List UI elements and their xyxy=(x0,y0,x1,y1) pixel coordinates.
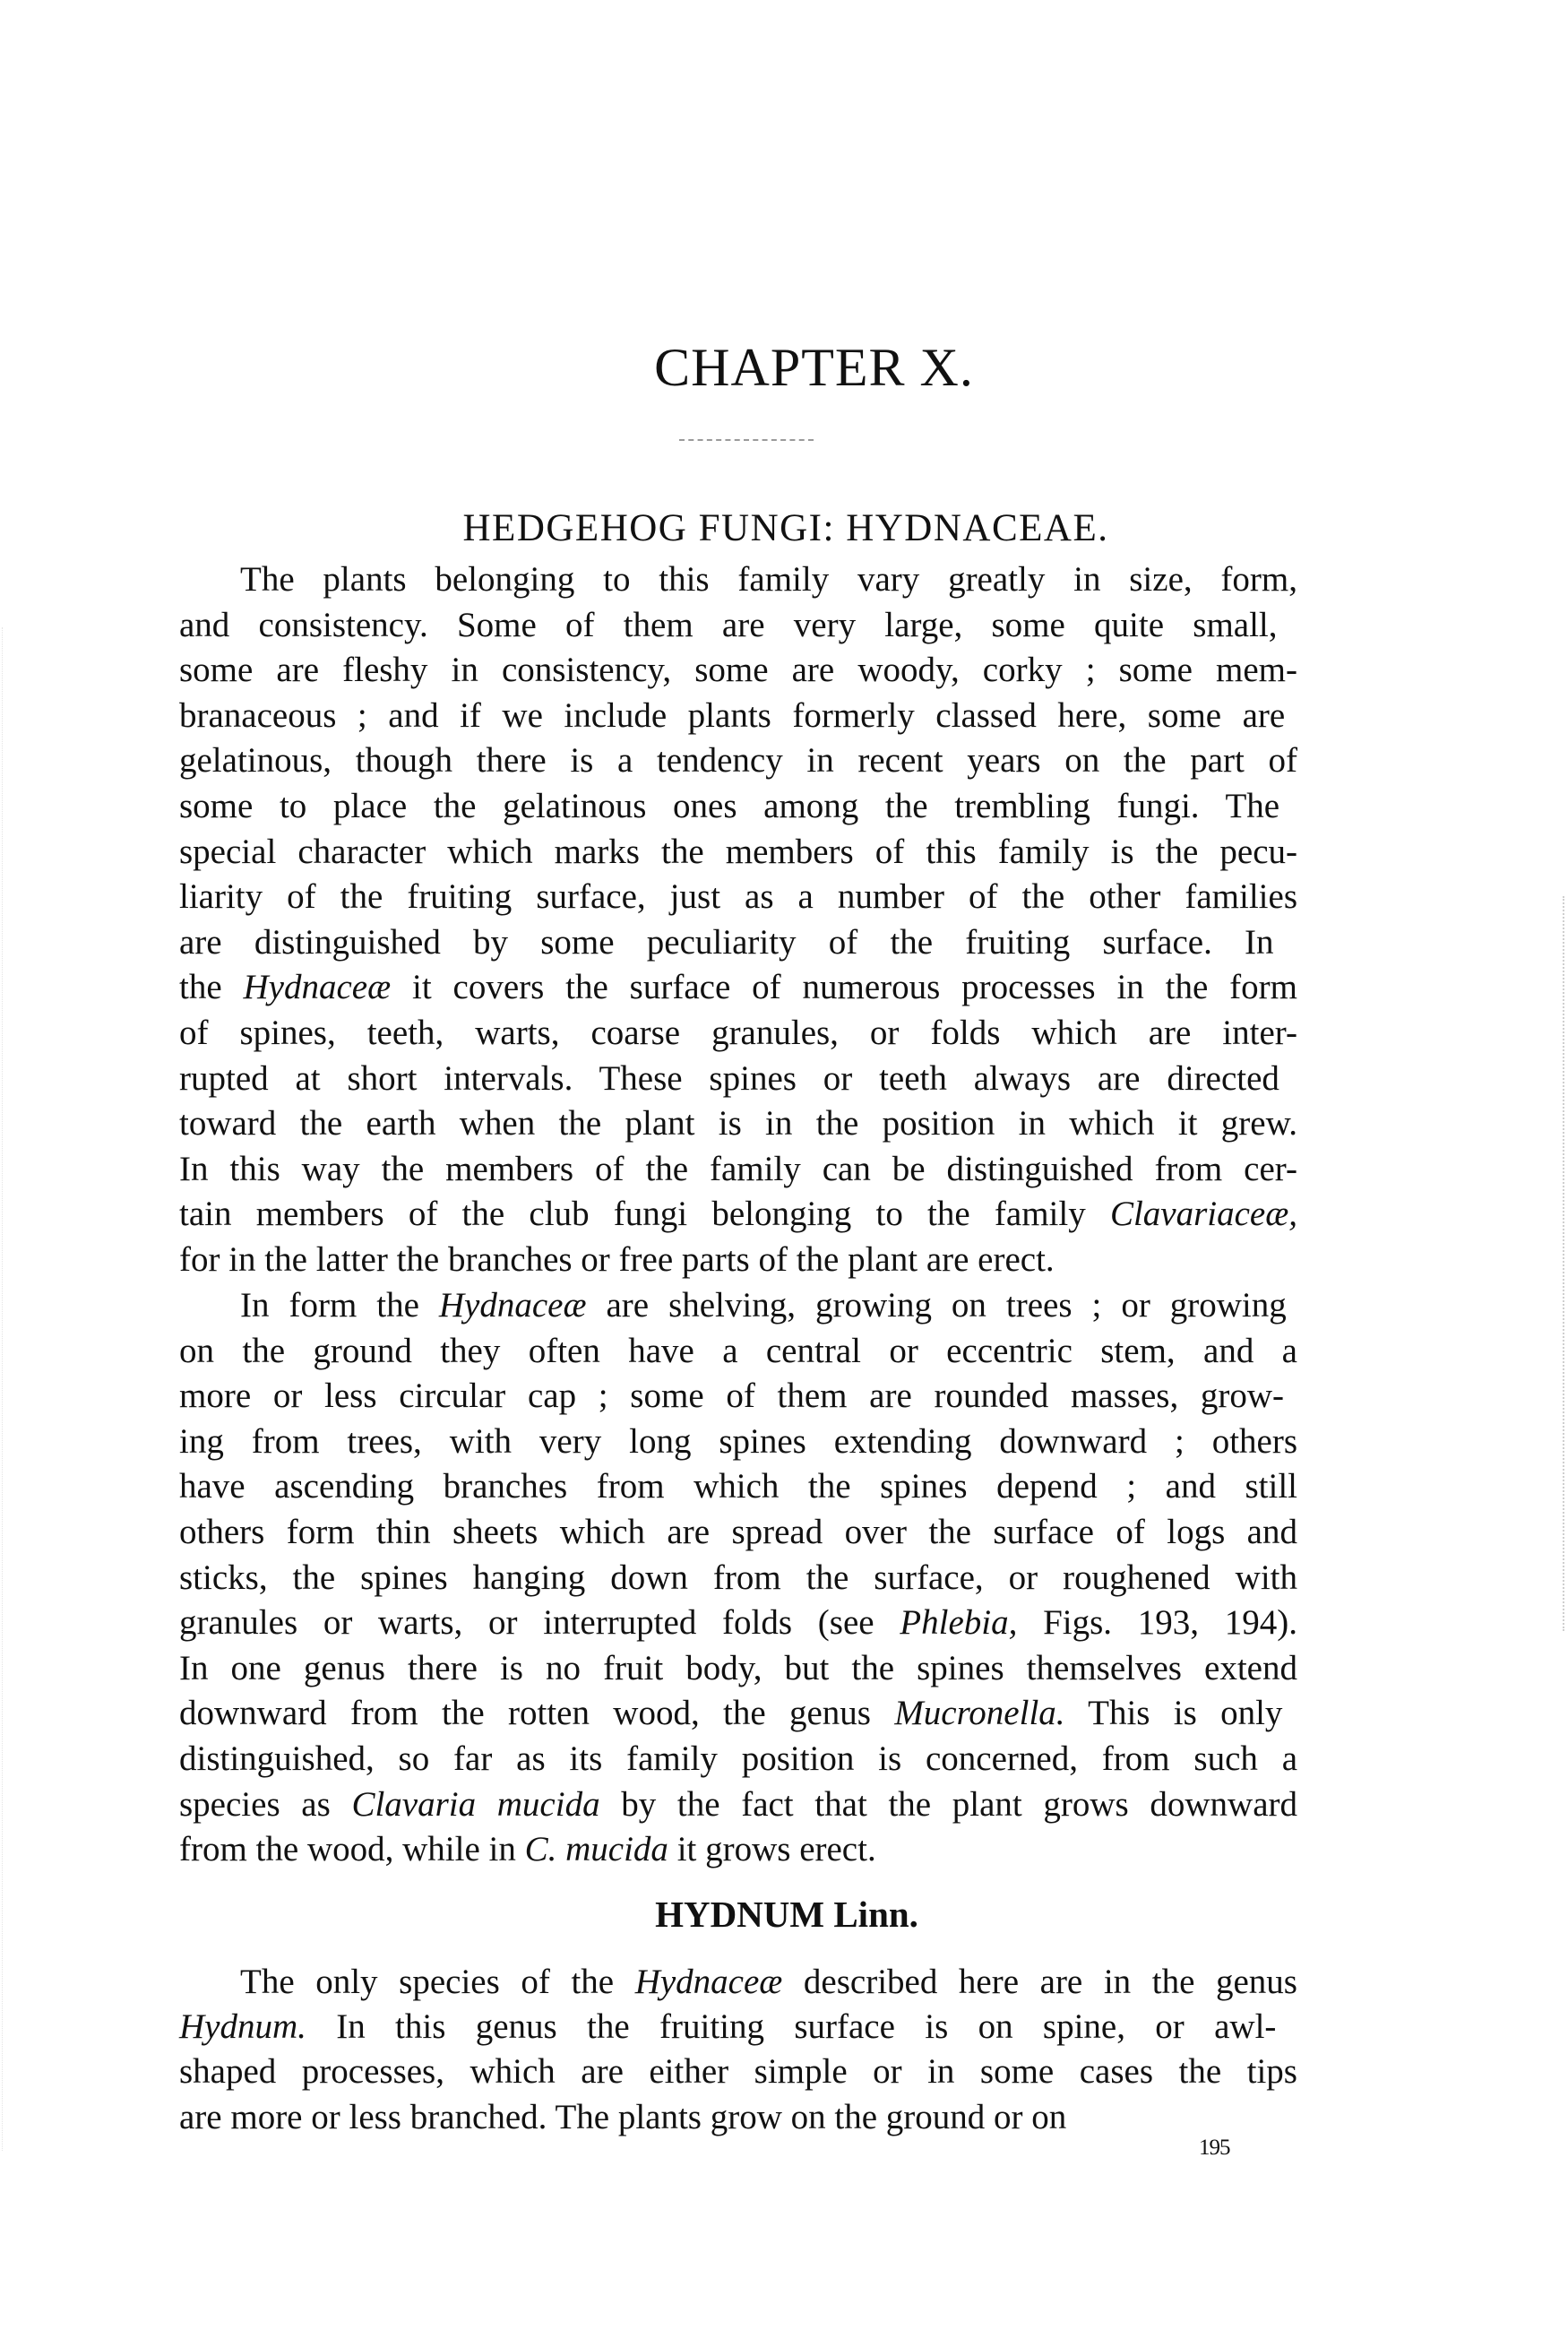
page-number: 195 xyxy=(1199,2136,1230,2160)
italic-term: Clavaria mucida xyxy=(351,1785,600,1824)
text-line xyxy=(179,1691,1297,1736)
text-line xyxy=(179,1782,1297,1827)
text-line xyxy=(179,1057,1297,1101)
text-line xyxy=(179,2005,1297,2050)
text-run: In one genus there is no fruit body, but the spines themselves extend xyxy=(179,1649,1297,1687)
text-run: gelatinous, though there is a tendency in recent years on the part of xyxy=(179,741,1297,780)
text-run: on the ground they often have a central or eccentric stem, and a xyxy=(179,1332,1297,1370)
text-line xyxy=(179,830,1297,875)
text-line xyxy=(179,1464,1297,1509)
text-run: have ascending branches from which the spines depend ; and still xyxy=(179,1467,1297,1506)
text-line xyxy=(179,648,1297,693)
text-run: described here are in the genus xyxy=(782,1963,1297,2001)
text-line xyxy=(179,1238,1297,1282)
italic-term: Mucronella. xyxy=(894,1694,1065,1732)
text-run: it covers the surface of numerous processes in the form xyxy=(391,968,1297,1006)
scan-artifact-right xyxy=(1563,896,1564,1631)
text-run: some to place the gelatinous ones among the trembling fungi. The xyxy=(179,787,1280,825)
text-line xyxy=(179,2095,1297,2140)
text-run: special character which marks the members of this family is the pecu- xyxy=(179,833,1297,871)
chapter-title: CHAPTER X. xyxy=(654,338,974,397)
text-run: some are fleshy in consistency, some are woody, corky ; some mem- xyxy=(179,651,1297,689)
text-run: are more or less branched. The plants grow on the ground or on xyxy=(179,2098,1067,2136)
text-line xyxy=(179,1510,1297,1555)
text-run: others form thin sheets which are spread over the surface of logs and xyxy=(179,1513,1297,1551)
text-run: tain members of the club fungi belonging to the family xyxy=(179,1195,1110,1233)
text-line xyxy=(179,920,1297,965)
text-line xyxy=(179,965,1297,1010)
text-run: downward from the rotten wood, the genus xyxy=(179,1694,895,1732)
text-line xyxy=(179,1374,1297,1419)
text-run: rupted at short intervals. These spines or teeth always are directed xyxy=(179,1059,1279,1098)
text-line xyxy=(179,738,1297,783)
text-line xyxy=(179,603,1297,648)
text-line xyxy=(179,1011,1297,1056)
text-run: the xyxy=(179,968,244,1006)
text-line xyxy=(179,2050,1297,2094)
text-run: are shelving, growing on trees ; or growing xyxy=(586,1286,1287,1325)
text-line xyxy=(240,557,1297,602)
text-line xyxy=(240,1960,1297,2005)
genus-heading: HYDNUM Linn. xyxy=(655,1894,918,1935)
text-line xyxy=(179,1646,1297,1691)
italic-term: Hydnaceæ xyxy=(243,968,392,1006)
text-run: more or less circular cap ; some of them are rounded masses, grow- xyxy=(179,1376,1285,1415)
text-run: of spines, teeth, warts, coarse granules, or folds which are inter- xyxy=(179,1014,1297,1052)
text-run: The only species of the xyxy=(240,1963,635,2001)
text-line xyxy=(179,1737,1297,1782)
text-line xyxy=(179,1556,1297,1601)
text-run: Figs. 193, 194). xyxy=(1017,1603,1297,1642)
section-heading: HEDGEHOG FUNGI: HYDNACEAE. xyxy=(462,507,1109,549)
text-run: ing from trees, with very long spines extending downward ; others xyxy=(179,1422,1297,1461)
text-run: distinguished, so far as its family position is concerned, from such a xyxy=(179,1739,1297,1778)
text-line xyxy=(179,1192,1297,1237)
text-run: for in the latter the branches or free parts of the plant are erect. xyxy=(179,1240,1055,1279)
italic-term: Clavariaceæ, xyxy=(1109,1195,1297,1233)
text-line xyxy=(179,1329,1297,1374)
text-run: In this genus the fruiting surface is on spine, or awl- xyxy=(306,2007,1277,2046)
italic-term: Hydnum. xyxy=(179,2007,306,2046)
text-line xyxy=(179,875,1297,919)
text-run: In this way the members of the family can be distinguished from cer- xyxy=(179,1150,1297,1188)
text-line xyxy=(179,1601,1297,1645)
text-run: from the wood, while in xyxy=(179,1830,525,1868)
text-line xyxy=(179,1101,1297,1146)
ornamental-rule xyxy=(679,439,814,441)
text-line xyxy=(240,1283,1297,1328)
text-run: are distinguished by some peculiarity of the fruiting surface. In xyxy=(179,923,1274,962)
italic-term: Phlebia, xyxy=(900,1603,1018,1642)
text-line xyxy=(179,694,1297,738)
text-line xyxy=(179,1147,1297,1192)
text-run: sticks, the spines hanging down from the surface, or roughened with xyxy=(179,1558,1297,1597)
text-run: by the fact that the plant grows downward xyxy=(599,1785,1298,1824)
text-run: species as xyxy=(179,1785,352,1824)
text-run: This is only xyxy=(1064,1694,1283,1732)
text-line xyxy=(179,1827,1297,1872)
text-run: shaped processes, which are either simple or in some cases the tips xyxy=(179,2052,1297,2091)
text-run: The plants belonging to this family vary greatly in size, form, xyxy=(240,560,1297,599)
text-run: it grows erect. xyxy=(668,1830,876,1868)
text-run: and consistency. Some of them are very large, some quite small, xyxy=(179,606,1278,644)
italic-term: C. mucida xyxy=(524,1830,668,1868)
italic-term: Hydnaceæ xyxy=(438,1286,587,1325)
text-run: toward the earth when the plant is in the position in which it grew. xyxy=(179,1104,1297,1143)
text-run: In form the xyxy=(240,1286,439,1325)
text-line xyxy=(179,784,1297,829)
scan-artifact-left xyxy=(2,627,3,2151)
italic-term: Hydnaceæ xyxy=(634,1963,783,2001)
text-run: liarity of the fruiting surface, just as a number of the other families xyxy=(179,877,1297,916)
text-run: granules or warts, or interrupted folds (see xyxy=(179,1603,900,1642)
text-run: branaceous ; and if we include plants formerly classed here, some are xyxy=(179,696,1286,735)
text-line xyxy=(179,1420,1297,1464)
